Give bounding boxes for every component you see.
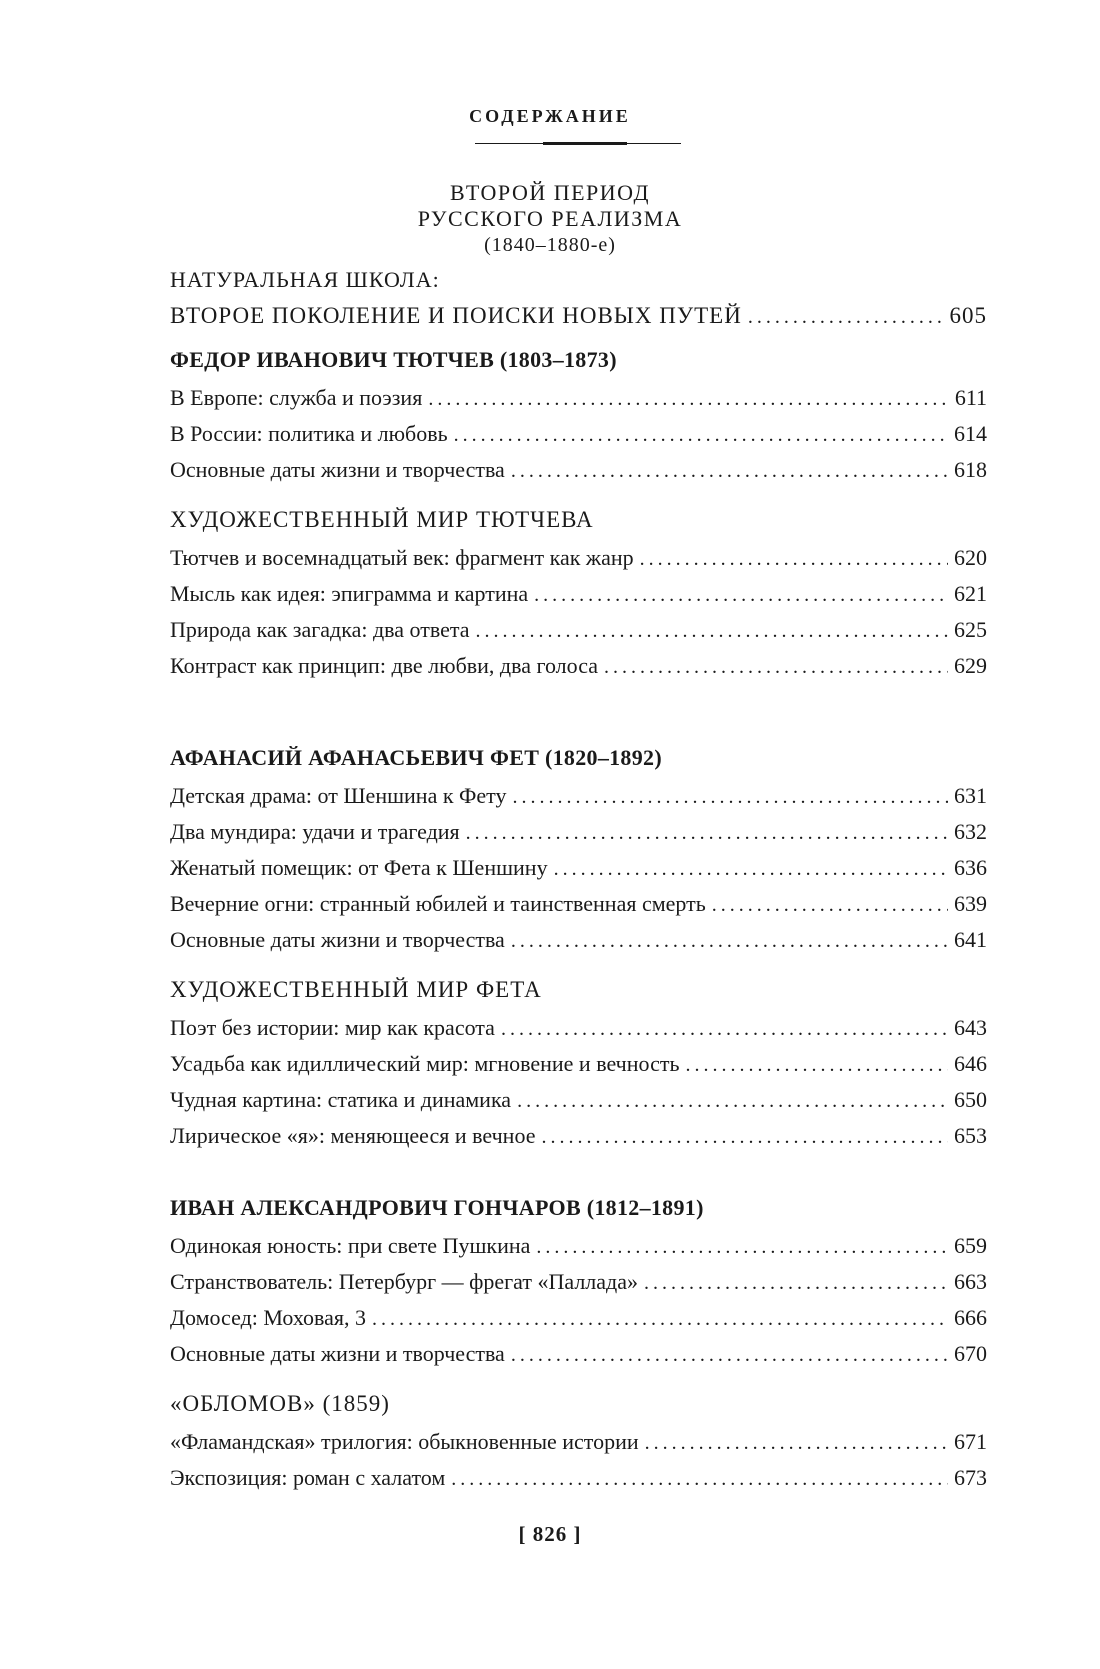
dot-leader: [466, 815, 948, 851]
toc-entry[interactable]: [170, 1046, 987, 1082]
dot-leader: [476, 613, 948, 649]
natural-school-title-line-1: НАТУРАЛЬНАЯ ШКОЛА:: [170, 267, 440, 292]
period-title-line-2: РУССКОГО РЕАЛИЗМА: [417, 206, 683, 231]
toc-entry-title: Странствователь: Петербург — фрегат «Паллада»: [170, 1269, 639, 1294]
toc-entry[interactable]: [170, 1460, 987, 1496]
toc-entry-page: 641: [954, 927, 987, 952]
toc-entry-title: Лирическое «я»: меняющееся и вечное: [170, 1123, 536, 1148]
dot-leader: [712, 887, 948, 923]
dot-leader: [372, 1301, 948, 1337]
author-heading-tyutchev: ФЕДОР ИВАНОВИЧ ТЮТЧЕВ (1803–1873): [170, 347, 617, 372]
toc-entry-page: 670: [954, 1341, 987, 1366]
toc-entry-page: 639: [954, 891, 987, 916]
toc-entry[interactable]: [170, 1300, 987, 1336]
toc-entry-page: 650: [954, 1087, 987, 1112]
toc-entry-title: Детская драма: от Шеншина к Фету: [170, 783, 507, 808]
toc-entry-page: 620: [954, 545, 987, 570]
toc-entry-title: Одинокая юность: при свете Пушкина: [170, 1233, 531, 1258]
toc-entry-page: 666: [954, 1305, 987, 1330]
dot-leader: [554, 851, 948, 887]
toc-entry[interactable]: [170, 1264, 987, 1300]
toc-entry-title: Два мундира: удачи и трагедия: [170, 819, 460, 844]
dot-leader: [451, 1461, 948, 1497]
toc-entry-page: 653: [954, 1123, 987, 1148]
toc-entry-title: Усадьба как идиллический мир: мгновение и вечность: [170, 1051, 680, 1076]
running-head: СОДЕРЖАНИЕ: [469, 106, 631, 126]
toc-entry-page: 643: [954, 1015, 987, 1040]
toc-entry-page: 663: [954, 1269, 987, 1294]
toc-entry-title: Чудная картина: статика и динамика: [170, 1087, 512, 1112]
toc-tyutchev: [170, 340, 987, 684]
period-title: [0, 180, 1100, 258]
toc-entry-page: 631: [954, 783, 987, 808]
toc-entry-page: 671: [954, 1429, 987, 1454]
toc-entry-page: 646: [954, 1051, 987, 1076]
toc-entry-page: 611: [954, 385, 987, 410]
toc-entry-page: 629: [954, 653, 987, 678]
dot-leader: [748, 299, 944, 335]
toc-entry[interactable]: [170, 1336, 987, 1372]
toc-entry[interactable]: [170, 612, 987, 648]
author-heading-fet: АФАНАСИЙ АФАНАСЬЕВИЧ ФЕТ (1820–1892): [170, 745, 662, 770]
page-number: [ 826 ]: [518, 1522, 582, 1546]
dot-leader: [640, 541, 948, 577]
dot-leader: [541, 1119, 948, 1155]
section-heading-oblomov: «ОБЛОМОВ» (1859): [170, 1391, 390, 1416]
dot-leader: [454, 417, 948, 453]
toc-entry-page: 614: [954, 421, 987, 446]
dot-leader: [428, 381, 949, 417]
toc-entry-title: Домосед: Моховая, 3: [170, 1305, 366, 1330]
dot-leader: [645, 1425, 948, 1461]
toc-goncharov: [170, 1188, 987, 1496]
author-heading-goncharov: ИВАН АЛЕКСАНДРОВИЧ ГОНЧАРОВ (1812–1891): [170, 1195, 704, 1220]
toc-entry-title: Основные даты жизни и творчества: [170, 1341, 505, 1366]
toc-entry-title: В России: политика и любовь: [170, 421, 448, 446]
dot-leader: [511, 1337, 948, 1373]
dot-leader: [536, 1229, 948, 1265]
dot-leader: [513, 779, 949, 815]
toc-entry[interactable]: [170, 814, 987, 850]
dot-leader: [501, 1011, 948, 1047]
toc-entry[interactable]: [170, 886, 987, 922]
toc-entry-page: 621: [954, 581, 987, 606]
toc-entry-page: 618: [954, 457, 987, 482]
toc-entry-title: «Фламандская» трилогия: обыкновенные истории: [170, 1429, 639, 1454]
toc-entry[interactable]: [170, 922, 987, 958]
toc-entry[interactable]: [170, 850, 987, 886]
toc-entry-title: В Европе: служба и поэзия: [170, 385, 423, 410]
toc-entry-title: Мысль как идея: эпиграмма и картина: [170, 581, 529, 606]
dot-leader: [685, 1047, 948, 1083]
toc-entry-title: Поэт без истории: мир как красота: [170, 1015, 495, 1040]
toc-entry[interactable]: [170, 648, 987, 684]
toc-natural-school: [170, 262, 987, 334]
dot-leader: [604, 649, 948, 685]
toc-entry-page: 636: [954, 855, 987, 880]
toc-entry-title: Экспозиция: роман с халатом: [170, 1465, 446, 1490]
toc-entry[interactable]: [170, 452, 987, 488]
toc-entry-title: Женатый помещик: от Фета к Шеншину: [170, 855, 548, 880]
toc-entry[interactable]: [170, 540, 987, 576]
toc-entry[interactable]: [170, 1424, 987, 1460]
toc-entry-title: Контраст как принцип: две любви, два голоса: [170, 653, 598, 678]
toc-entry-title: Природа как загадка: два ответа: [170, 617, 470, 642]
toc-entry[interactable]: [170, 1010, 987, 1046]
period-years: (1840–1880-е): [484, 234, 616, 256]
toc-entry-title: Основные даты жизни и творчества: [170, 457, 505, 482]
toc-entry-title: Основные даты жизни и творчества: [170, 927, 505, 952]
toc-entry-title: Вечерние огни: странный юбилей и таинственная смерть: [170, 891, 706, 916]
dot-leader: [644, 1265, 948, 1301]
header-rule-accent: [543, 142, 627, 145]
toc-entry-page: 605: [949, 303, 987, 328]
toc-entry[interactable]: [170, 1118, 987, 1154]
toc-entry-page: 659: [954, 1233, 987, 1258]
dot-leader: [511, 453, 948, 489]
dot-leader: [511, 923, 948, 959]
toc-entry-title: ВТОРОЕ ПОКОЛЕНИЕ И ПОИСКИ НОВЫХ ПУТЕЙ: [170, 303, 742, 328]
toc-entry[interactable]: [170, 298, 987, 334]
section-heading-tyutchev-world: ХУДОЖЕСТВЕННЫЙ МИР ТЮТЧЕВА: [170, 507, 594, 532]
toc-entry[interactable]: [170, 1228, 987, 1264]
toc-entry-page: 625: [954, 617, 987, 642]
toc-entry[interactable]: [170, 1082, 987, 1118]
dot-leader: [517, 1083, 948, 1119]
toc-entry-title: Тютчев и восемнадцатый век: фрагмент как жанр: [170, 545, 634, 570]
toc-entry-page: 673: [954, 1465, 987, 1490]
toc-entry-page: 632: [954, 819, 987, 844]
period-title-line-1: ВТОРОЙ ПЕРИОД: [450, 180, 650, 205]
toc-fet: [170, 738, 987, 1154]
section-heading-fet-world: ХУДОЖЕСТВЕННЫЙ МИР ФЕТА: [170, 977, 542, 1002]
dot-leader: [534, 577, 948, 613]
toc-entry[interactable]: [170, 380, 987, 416]
toc-entry[interactable]: [170, 416, 987, 452]
toc-entry[interactable]: [170, 778, 987, 814]
toc-entry[interactable]: [170, 576, 987, 612]
